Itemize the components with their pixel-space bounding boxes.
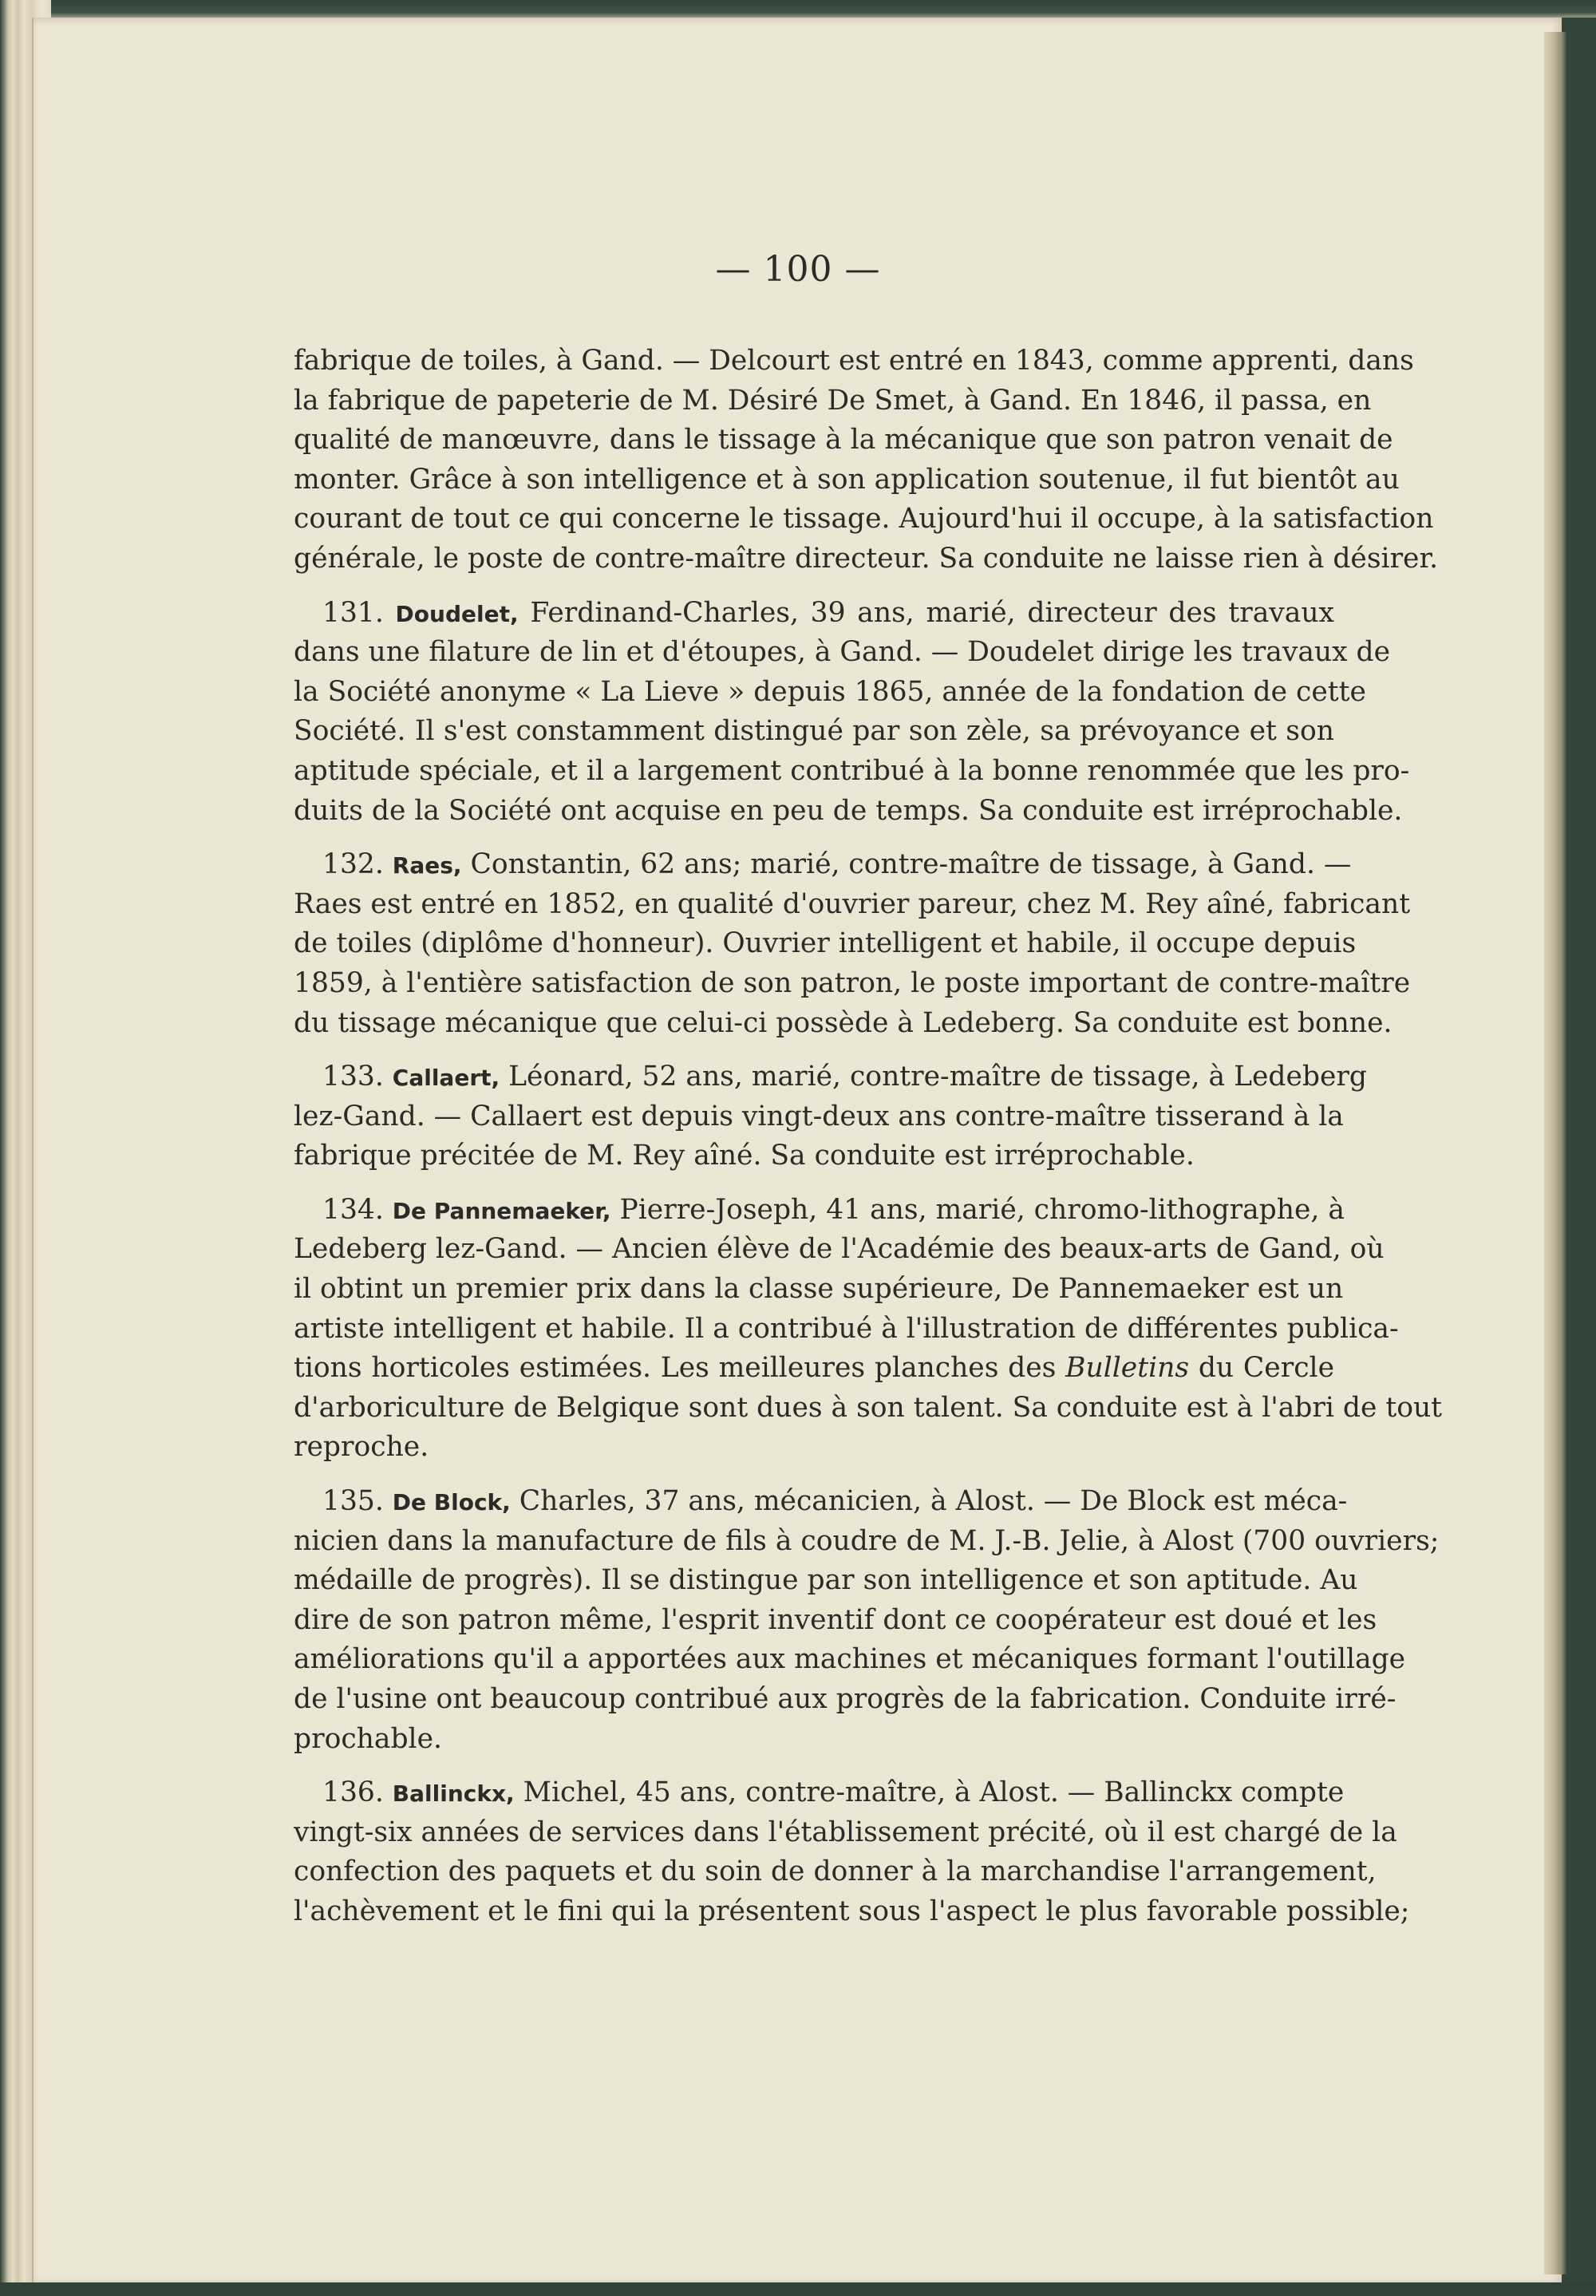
text-line: courant de tout ce qui concerne le tissage. Aujourd'hui il occupe, à la satisfaction — [294, 503, 1434, 535]
entry-first-line — [294, 845, 1352, 885]
entry-first-line-text: Charles, 37 ans, mécanicien, à Alost. — De Block est méca- — [519, 1485, 1348, 1518]
entry-first-line — [294, 1191, 1345, 1231]
text-line: duits de la Société ont acquise en peu de temps. Sa conduite est irréprochable. — [294, 794, 1403, 827]
page-number: — 100 — — [715, 249, 881, 290]
text-line: fabrique précitée de M. Rey aîné. Sa conduite est irréprochable. — [294, 1140, 1195, 1172]
entry-first-line-text: Ferdinand-Charles, 39 ans, marié, directeur des travaux — [530, 596, 1335, 629]
text-line: améliorations qu'il a apportées aux machines et mécaniques formant l'outillage — [294, 1643, 1406, 1676]
text-line: de toiles (diplôme d'honneur). Ouvrier intelligent et habile, il occupe depuis — [294, 927, 1357, 960]
entry-number: 133. — [322, 1061, 384, 1093]
text-line: générale, le poste de contre-maître directeur. Sa conduite ne laisse rien à désirer. — [294, 542, 1439, 575]
intro-paragraph — [294, 342, 1439, 579]
text-line: vingt-six années de services dans l'établissement précité, où il est chargé de la — [294, 1816, 1397, 1848]
text-line: il obtint un premier prix dans la classe supérieure, De Pannemaeker est un — [294, 1273, 1344, 1306]
text-line: la fabrique de papeterie de M. Désiré De Smet, à Gand. En 1846, il passa, en — [294, 384, 1372, 417]
text-line: médaille de progrès). Il se distingue par son intelligence et son aptitude. Au — [294, 1564, 1358, 1597]
text-line: monter. Grâce à son intelligence et à son application soutenue, il fut bientôt au — [294, 463, 1400, 496]
entry-first-line — [294, 1773, 1345, 1813]
text-line: prochable. — [294, 1722, 442, 1755]
entry-first-line — [294, 594, 1334, 634]
book-cover-top — [0, 0, 1596, 18]
text-line: fabrique de toiles, à Gand. — Delcourt est entré en 1843, comme apprenti, dans — [294, 345, 1414, 377]
text-line: qualité de manœuvre, dans le tissage à la mécanique que son patron venait de — [294, 424, 1393, 456]
entry-131 — [294, 594, 1410, 832]
entry-name: Doudelet, — [395, 600, 519, 627]
entry-133 — [294, 1057, 1367, 1176]
text-line: la Société anonyme « La Lieve » depuis 1865, année de la fondation de cette — [294, 675, 1366, 708]
entry-first-line-text: Michel, 45 ans, contre-maître, à Alost. — Ballinckx compte — [523, 1776, 1345, 1809]
text-line: 1859, à l'entière satisfaction de son patron, le poste important de contre-maître — [294, 966, 1411, 999]
text-line: nicien dans la manufacture de fils à coudre de M. J.-B. Jelie, à Alost (700 ouvriers; — [294, 1524, 1440, 1557]
text-line: reproche. — [294, 1431, 429, 1464]
text-line: lez-Gand. — Callaert est depuis vingt-deux ans contre-maître tisserand à la — [294, 1100, 1344, 1132]
text-line: Société. Il s'est constamment distingué par son zèle, sa prévoyance et son — [294, 715, 1334, 748]
text-line: l'achèvement et le fini qui la présentent sous l'aspect le plus favorable possible; — [294, 1895, 1410, 1927]
book-cover-bottom — [0, 2282, 1596, 2296]
entry-name: Raes, — [392, 852, 462, 879]
entry-name: Ballinckx, — [392, 1780, 515, 1808]
entry-first-line — [294, 1057, 1367, 1097]
text-line: Raes est entré en 1852, en qualité d'ouvrier pareur, chez M. Rey aîné, fabricant — [294, 887, 1411, 920]
entry-first-line — [294, 1482, 1348, 1522]
entry-name: De Block, — [392, 1489, 511, 1516]
text-line: artiste intelligent et habile. Il a contribué à l'illustration de différentes publica- — [294, 1312, 1399, 1345]
text-line: dire de son patron même, l'esprit inventif dont ce coopérateur est doué et les — [294, 1603, 1377, 1636]
text-line: dans une filature de lin et d'étoupes, à Gand. — Doudelet dirige les travaux de — [294, 636, 1391, 669]
entry-first-line-text: Pierre-Joseph, 41 ans, marié, chromo-lithographe, à — [619, 1193, 1345, 1226]
entry-136 — [294, 1773, 1410, 1931]
text-line: du tissage mécanique que celui-ci possède à Ledeberg. Sa conduite est bonne. — [294, 1006, 1393, 1039]
text-line: de l'usine ont beaucoup contribué aux progrès de la fabrication. Conduite irré- — [294, 1683, 1396, 1715]
page-edge-right — [1544, 32, 1566, 2274]
text-line: aptitude spéciale, et il a largement contribué à la bonne renommée que les pro- — [294, 754, 1410, 787]
entry-first-line-text: Constantin, 62 ans; marié, contre-maître de tissage, à Gand. — — [470, 848, 1352, 881]
text-line: Ledeberg lez-Gand. — Ancien élève de l'Académie des beaux-arts de Gand, où — [294, 1233, 1385, 1266]
entry-name: Callaert, — [392, 1065, 500, 1092]
entry-132 — [294, 845, 1411, 1043]
entry-135 — [294, 1482, 1440, 1759]
text-line: confection des paquets et du soin de donner à la marchandise l'arrangement, — [294, 1855, 1377, 1888]
entry-134 — [294, 1191, 1443, 1468]
page-text — [294, 342, 1443, 1932]
text-line: tions horticoles estimées. Les meilleures planches des Bulletins du Cercle — [294, 1352, 1334, 1385]
entry-number: 132. — [322, 848, 384, 881]
entry-number: 136. — [322, 1776, 384, 1809]
entry-number: 134. — [322, 1193, 384, 1226]
entry-number: 135. — [322, 1485, 384, 1518]
entry-first-line-text: Léonard, 52 ans, marié, contre-maître de tissage, à Ledeberg — [508, 1061, 1367, 1093]
entry-name: De Pannemaeker, — [392, 1197, 611, 1224]
text-line: d'arboriculture de Belgique sont dues à son talent. Sa conduite est à l'abri de tout — [294, 1391, 1443, 1424]
entry-number: 131. — [322, 596, 384, 629]
journal-title: Bulletins — [1065, 1352, 1190, 1385]
